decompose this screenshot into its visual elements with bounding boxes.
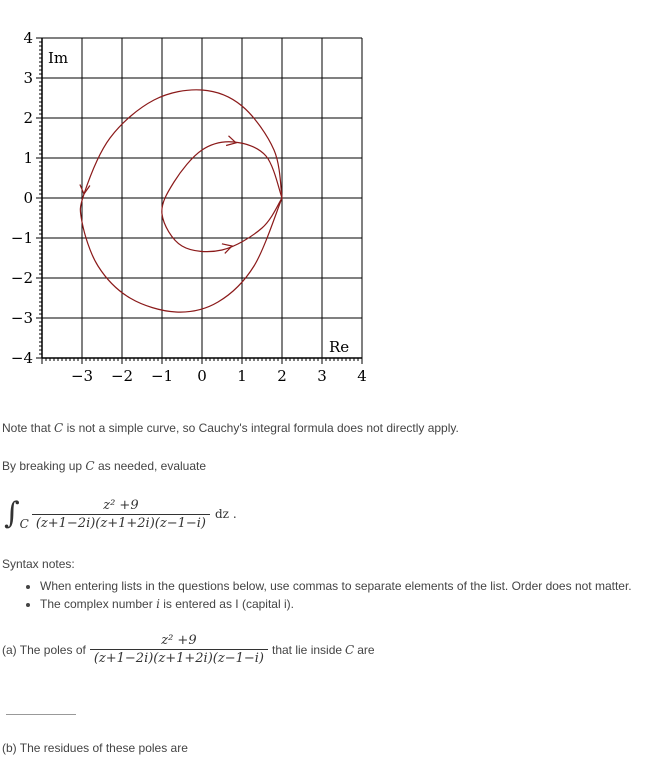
syntax-note-2-suffix: is entered as I (capital i). <box>163 597 294 611</box>
x-tick-labels <box>71 367 367 385</box>
part-a-suffix-pre: that lie inside <box>272 642 343 657</box>
y-tick-label: −4 <box>10 349 33 367</box>
part-a-prefix: (a) The poles of <box>2 642 86 657</box>
direction-arrow <box>80 185 90 195</box>
y-tick-label: −3 <box>10 309 33 327</box>
direction-arrow <box>226 136 236 146</box>
outer-loop <box>80 90 282 312</box>
syntax-title: Syntax notes: <box>2 557 75 571</box>
part-a-numerator: z² +9 <box>161 633 197 648</box>
y-tick-label: 1 <box>23 149 33 167</box>
breaking-prefix: By breaking up <box>2 459 83 473</box>
x-axis-label: Re <box>329 338 350 356</box>
syntax-notes-list <box>22 577 632 613</box>
syntax-note-complex <box>40 595 632 613</box>
integral-sign: ∫ <box>4 496 20 531</box>
part-a-fraction <box>90 633 268 666</box>
part-a-answer-input[interactable] <box>6 700 76 715</box>
part-b-question: (b) The residues of these poles are <box>2 741 188 755</box>
y-tick-label: 2 <box>23 109 33 127</box>
contour-curve <box>80 90 282 312</box>
breaking-suffix: as needed, evaluate <box>97 459 207 473</box>
part-a-denominator: (z+1−2i)(z+1+2i)(z−1−i) <box>90 649 268 666</box>
y-tick-label: −1 <box>10 229 33 247</box>
axes <box>36 38 362 364</box>
integral-subscript: C <box>19 517 29 531</box>
y-tick-label: 3 <box>23 69 33 87</box>
part-a-question <box>2 633 375 666</box>
integrand-fraction <box>32 498 210 531</box>
x-tick-label: 4 <box>357 367 367 385</box>
breaking-curve-symbol: C <box>85 459 95 473</box>
part-a-suffix-post: are <box>357 642 375 657</box>
syntax-note-lists: • When entering lists in the questions below, use commas to separate elements of the list. Order does not matter. <box>40 577 632 595</box>
differential: dz . <box>215 507 237 521</box>
note-suffix: is not a simple curve, so Cauchy's integral formula does not directly apply. <box>66 421 459 435</box>
note-curve-symbol: C <box>54 421 64 435</box>
y-axis-label: Im <box>48 49 69 67</box>
integrand-numerator: z² +9 <box>103 497 139 513</box>
part-a-curve-symbol: C <box>345 642 355 657</box>
integral-expression <box>4 494 237 534</box>
contour-plot <box>0 0 380 392</box>
integrand-denominator: (z+1−2i)(z+1+2i)(z−1−i) <box>32 514 210 531</box>
x-tick-label: 2 <box>277 367 287 385</box>
x-tick-label: −2 <box>110 367 134 385</box>
y-tick-label: −2 <box>10 269 33 287</box>
x-tick-label: −3 <box>70 367 94 385</box>
x-tick-label: 1 <box>237 367 247 385</box>
x-tick-label: −1 <box>150 367 174 385</box>
x-tick-label: 3 <box>317 367 327 385</box>
note-paragraph <box>2 421 459 435</box>
y-tick-label: 0 <box>23 189 33 207</box>
y-tick-labels <box>11 29 33 367</box>
breaking-paragraph <box>2 459 206 473</box>
x-tick-label: 0 <box>197 367 207 385</box>
grid <box>42 38 362 358</box>
syntax-note-2-i: i <box>156 597 160 611</box>
syntax-note-2-prefix: The complex number <box>40 597 153 611</box>
y-tick-label: 4 <box>23 29 33 47</box>
note-prefix: Note that <box>2 421 51 435</box>
